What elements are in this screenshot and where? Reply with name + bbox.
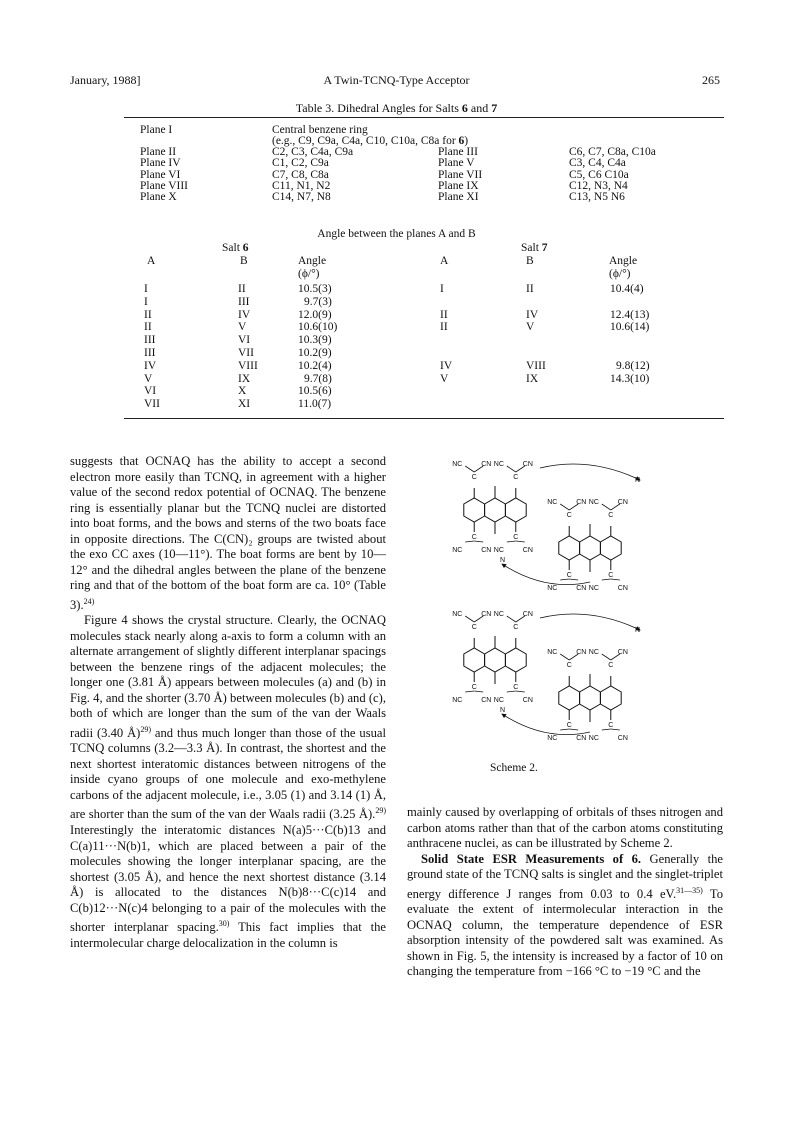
molecule-b1-top-1-c: C bbox=[608, 662, 614, 669]
molecule-b0-top-0-nc: NC bbox=[547, 499, 558, 506]
table-cell-a: VII bbox=[144, 398, 160, 411]
table-cell-a: VI bbox=[144, 385, 157, 398]
molecule-b0-bottom-1-cn: CN bbox=[617, 585, 628, 592]
table-cell-angle: 9.8(12) bbox=[616, 359, 650, 372]
molecule-a0-bottom-0-bond bbox=[465, 541, 474, 542]
plane-atoms: C1, C2, C9a bbox=[272, 157, 329, 170]
molecule-b1-ring bbox=[600, 686, 621, 710]
molecule-b0-top-0-cn: CN bbox=[576, 499, 587, 506]
col-header-b: B bbox=[526, 255, 534, 267]
table-cell-a: II bbox=[440, 308, 448, 321]
molecule-a0-bottom-1-bond bbox=[516, 541, 525, 542]
paragraph-2: Figure 4 shows the crystal structure. Clearly, the OCNAQ molecules stack nearly along a-axis to form a column with an alternate arrangement of slightly different interplanar spacings between the benzene rings of the adjacent molecules; the longer one (3.81 Å) appears between molecules (a) and (b) in Fig. 4, and the shorter (3.70 Å) between molecules (b) and (c), both of which are longer than the sum of the van der Waals radii (3.40 Å)$^{29)}$ and thus much longer than those of the usual TCNQ columns (3.2—3.3 Å). In contrast, the shortest and the next shortest interatomic distances between nitrogens of the inside cyano groups of one molecule and exo-methylene carbons of the adjacent molecule, i.e., 3.05 (1) and 3.14 (1) Å, are shorter than the sum of the van der Waals radii (3.25 Å).$^{29)}$ Interestingly the interatomic distances N(a)5···C(b)13 and C(a)11···N(b)1, which are placed between a pair of the molecules showing the longer interplanar spacing, are the shortest (3.05 Å), and hence the next shortest distance (3.14 Å) is allocated to the distances N(b)8···C(c)14 and C(b)12···N(c)4 belonging to a pair of the molecules with the shorter interplanar spacing.$^{30)}$ This fact implies that the intermolecular charge delocalization in the column is bbox=[70, 613, 386, 950]
molecule-a1-bottom-1-bond bbox=[516, 691, 525, 692]
molecule-a1-top-1-c: C bbox=[513, 624, 519, 631]
table-cell-angle: 9.7(8) bbox=[304, 372, 332, 385]
molecule-b0-top-0-c: C bbox=[566, 512, 572, 519]
molecule-a1-top-1-nc: NC bbox=[493, 611, 504, 618]
molecule-a1-top-1-bond bbox=[507, 616, 516, 622]
molecule-b1-top-1-bond bbox=[602, 654, 611, 660]
molecule-a1-top-0-c: C bbox=[471, 624, 477, 631]
molecule-a1-top-1-cn: CN bbox=[522, 611, 533, 618]
charge-transfer-arrow bbox=[540, 614, 640, 630]
col-header-unit: (ϕ/°) bbox=[609, 268, 631, 280]
molecule-a0-bottom-1-bond bbox=[507, 541, 516, 542]
col-header-angle: Angle bbox=[298, 255, 327, 267]
paragraph-1: suggests that OCNAQ has the ability to accept a second electron more easily than TCNQ, in agreement with a higher value of the second redox potential of OCNAQ. The benzene ring is essentially planar but the TCNQ nuclei are distorted into boat forms, and the bows and sterns of the two boats face in opposite directions. The C(CN)₂ groups are twisted about the exo CC axes (10—11°). The boat forms are bent by 10—12° and the dihedral angles between the plane of the benzene ring and that of the bottom of the boat form are ca. 10° (Table 3).$^{24)}$ bbox=[70, 454, 386, 612]
molecule-b0-top-1-cn: CN bbox=[617, 499, 628, 506]
running-header-title: A Twin-TCNQ-Type Acceptor bbox=[323, 73, 470, 87]
molecule-a1-top-0-bond bbox=[465, 616, 474, 622]
molecule-b0-ring bbox=[559, 536, 580, 560]
plane-name: Plane V bbox=[438, 157, 475, 170]
molecule-a0-bottom-0-c: C bbox=[471, 534, 477, 541]
plane-atoms: C7, C8, C8a bbox=[272, 168, 329, 181]
angle-heading: Angle between the planes A and B bbox=[317, 228, 476, 240]
molecule-a0-bottom-1-c: C bbox=[513, 534, 519, 541]
plane-atoms: C14, N7, N8 bbox=[272, 191, 331, 203]
molecule-a1-bottom-1-c: C bbox=[513, 684, 519, 691]
table-caption: Table 3. Dihedral Angles for Salts 6 and 7 bbox=[295, 101, 498, 115]
molecule-a0-ring bbox=[505, 498, 526, 522]
molecule-a1-ring bbox=[485, 648, 506, 672]
table-cell-b: III bbox=[238, 295, 250, 308]
molecule-b0-bottom-0-cn: CN bbox=[576, 585, 587, 592]
running-header-date: January, 1988] bbox=[70, 73, 141, 87]
molecule-a1-bottom-0-c: C bbox=[471, 684, 477, 691]
molecule-b1-bottom-0-cn: CN bbox=[576, 735, 587, 742]
plane-name: Plane III bbox=[438, 146, 478, 159]
table-cell-angle: 12.4(13) bbox=[610, 308, 650, 321]
table-cell-a: II bbox=[144, 308, 152, 321]
table-cell-b: II bbox=[238, 283, 246, 295]
molecule-b0-bottom-0-c: C bbox=[566, 572, 572, 579]
right-text-column bbox=[407, 805, 723, 980]
molecule-a0-top-1-bond bbox=[507, 466, 516, 472]
molecule-b1-ring bbox=[559, 686, 580, 710]
molecule-b0-top-1-bond bbox=[602, 504, 611, 510]
molecule-b0-bottom-1-bond bbox=[602, 579, 611, 580]
molecule-b1-top-0-bond bbox=[560, 654, 569, 660]
molecule-b0-bottom-0-nc: NC bbox=[547, 585, 558, 592]
molecule-a0-bottom-0-bond bbox=[474, 541, 483, 542]
col-header-b: B bbox=[240, 255, 248, 267]
paragraph-3: mainly caused by overlapping of orbitals of thses nitrogen and carbon atoms rather than that of the carbon atoms constituting anthracene nuclei, as can be illustrated by Scheme 2. bbox=[407, 805, 723, 850]
scheme-2-figure bbox=[440, 452, 700, 760]
page-number: 265 bbox=[702, 73, 720, 87]
table-cell-b: IV bbox=[238, 308, 251, 321]
cyano-nitrogen-label: N bbox=[635, 477, 641, 484]
cyano-nitrogen-label: N bbox=[635, 627, 641, 634]
col-header-a: A bbox=[147, 255, 156, 267]
table-cell-b: VI bbox=[238, 334, 251, 347]
molecule-a0-top-0-nc: NC bbox=[452, 461, 463, 468]
molecule-b1-bottom-1-c: C bbox=[608, 722, 614, 729]
table-cell-b: VIII bbox=[238, 359, 258, 372]
molecule-a0-bottom-1-cn: CN bbox=[522, 547, 533, 554]
molecule-a0-bottom-1-nc: NC bbox=[493, 547, 504, 554]
plane-atoms: C6, C7, C8a, C10a bbox=[569, 146, 656, 159]
molecule-b1-bottom-0-nc: NC bbox=[547, 735, 558, 742]
plane-name: Plane X bbox=[140, 191, 177, 203]
molecule-a0-top-1-cn: CN bbox=[522, 461, 533, 468]
table-cell-a: IV bbox=[440, 359, 453, 372]
plane-name: Plane VIII bbox=[140, 179, 189, 192]
cyano-nitrogen-label: N bbox=[500, 557, 506, 564]
plane-atoms: C11, N1, N2 bbox=[272, 179, 331, 192]
table-cell-angle: 10.5(3) bbox=[298, 283, 332, 295]
molecule-a0-bottom-0-cn: CN bbox=[481, 547, 492, 554]
molecule-b0-bottom-0-bond bbox=[560, 579, 569, 580]
table-cell-b: VII bbox=[238, 347, 254, 359]
table-cell-a: III bbox=[144, 347, 156, 359]
scheme-caption: Scheme 2. bbox=[490, 762, 538, 774]
plane-atoms: C12, N3, N4 bbox=[569, 179, 628, 192]
molecule-a0-ring bbox=[464, 498, 485, 522]
molecule-a1-ring bbox=[505, 648, 526, 672]
table-cell-a: II bbox=[440, 321, 448, 334]
table-cell-b: V bbox=[526, 321, 535, 334]
table-cell-angle: 9.7(3) bbox=[304, 295, 332, 308]
plane-name: Plane VII bbox=[438, 168, 483, 181]
scheme-2-drawing bbox=[440, 452, 700, 760]
table-cell-a: V bbox=[144, 372, 153, 385]
molecule-b0-bottom-1-bond bbox=[611, 579, 620, 580]
molecule-a0-ring bbox=[485, 498, 506, 522]
charge-transfer-arrow bbox=[540, 464, 640, 480]
molecule-b0-top-1-c: C bbox=[608, 512, 614, 519]
table-bottom-rule bbox=[124, 418, 724, 419]
table-cell-a: II bbox=[144, 321, 152, 334]
molecule-a1-ring bbox=[464, 648, 485, 672]
molecule-b1-bottom-1-bond bbox=[611, 729, 620, 730]
table-cell-a: V bbox=[440, 372, 449, 385]
plane-atoms: Central benzene ring bbox=[272, 124, 368, 136]
col-header-angle: Angle bbox=[609, 255, 638, 267]
molecule-b1-top-0-cn: CN bbox=[576, 649, 587, 656]
molecule-a0-top-1-c: C bbox=[513, 474, 519, 481]
molecule-b1-top-1-nc: NC bbox=[588, 649, 599, 656]
charge-transfer-arrow bbox=[502, 564, 590, 585]
table-cell-b: VIII bbox=[526, 359, 546, 372]
molecule-a1-top-0-nc: NC bbox=[452, 611, 463, 618]
molecule-b1-top-0-nc: NC bbox=[547, 649, 558, 656]
plane-name: Plane II bbox=[140, 146, 177, 159]
molecule-b1-ring bbox=[580, 686, 601, 710]
table-cell-b: IV bbox=[526, 308, 539, 321]
plane-name: Plane VI bbox=[140, 168, 181, 181]
molecule-b0-bottom-0-bond bbox=[569, 579, 578, 580]
molecule-b1-bottom-0-bond bbox=[569, 729, 578, 730]
molecule-b1-bottom-0-c: C bbox=[566, 722, 572, 729]
plane-name: Plane XI bbox=[438, 191, 479, 203]
table-cell-angle: 10.2(4) bbox=[298, 359, 332, 372]
table-cell-b: II bbox=[526, 283, 534, 295]
molecule-a0-top-0-bond bbox=[465, 466, 474, 472]
plane-atoms: C13, N5 N6 bbox=[569, 191, 625, 203]
table-cell-b: V bbox=[238, 321, 247, 334]
plane-atoms: C2, C3, C4a, C9a bbox=[272, 146, 354, 159]
table-cell-angle: 12.0(9) bbox=[298, 308, 332, 321]
molecule-b0-top-0-bond bbox=[560, 504, 569, 510]
molecule-b1-bottom-1-nc: NC bbox=[588, 735, 599, 742]
table-cell-angle: 10.3(9) bbox=[298, 334, 332, 347]
plane-atoms: C5, C6 C10a bbox=[569, 168, 629, 181]
molecule-b0-top-1-nc: NC bbox=[588, 499, 599, 506]
table-cell-angle: 10.6(10) bbox=[298, 321, 338, 334]
table-cell-a: I bbox=[440, 283, 444, 295]
charge-transfer-arrow bbox=[502, 714, 590, 735]
salt-6-label: Salt 6 bbox=[222, 242, 249, 254]
molecule-b0-bottom-1-nc: NC bbox=[588, 585, 599, 592]
molecule-b1-bottom-0-bond bbox=[560, 729, 569, 730]
molecule-a1-bottom-0-nc: NC bbox=[452, 697, 463, 704]
plane-name: Plane IX bbox=[438, 179, 479, 192]
plane-name: Plane IV bbox=[140, 157, 181, 170]
molecule-b0-ring bbox=[600, 536, 621, 560]
plane-atoms-example: (e.g., C9, C9a, C4a, C10, C10a, C8a for 6) bbox=[272, 135, 469, 147]
molecule-b1-bottom-1-bond bbox=[602, 729, 611, 730]
table-cell-b: X bbox=[238, 385, 247, 398]
table-cell-a: III bbox=[144, 334, 156, 347]
molecule-a0-top-0-c: C bbox=[471, 474, 477, 481]
molecule-a0-bottom-0-nc: NC bbox=[452, 547, 463, 554]
molecule-b1-top-1-cn: CN bbox=[617, 649, 628, 656]
molecule-b0-ring bbox=[580, 536, 601, 560]
table-cell-angle: 10.6(14) bbox=[610, 321, 650, 334]
molecule-a1-top-0-cn: CN bbox=[481, 611, 492, 618]
col-header-unit: (ϕ/°) bbox=[298, 268, 320, 280]
table-cell-b: IX bbox=[526, 372, 539, 385]
table-cell-angle: 14.3(10) bbox=[610, 372, 650, 385]
table-cell-angle: 10.5(6) bbox=[298, 385, 332, 398]
salt-7-label: Salt 7 bbox=[521, 242, 548, 254]
table-cell-a: I bbox=[144, 295, 148, 308]
paragraph-4: Solid State ESR Measurements of 6. Generally the ground state of the TCNQ salts is singlet and the singlet-triplet energy difference J ranges from 0.03 to 0.4 eV.$^{31—35)}$ To evaluate the extent of intermolecular interaction in the OCNAQ column, the temperature dependence of ESR absorption intensity of the powdered salt was examined. As shown in Fig. 5, the intensity is increased by a factor of 10 on changing the temperature from −166 °C to −19 °C and the bbox=[407, 851, 723, 979]
table-cell-angle: 11.0(7) bbox=[298, 398, 332, 411]
table-cell-angle: 10.2(9) bbox=[298, 347, 332, 359]
molecule-a1-bottom-1-cn: CN bbox=[522, 697, 533, 704]
table-cell-b: XI bbox=[238, 398, 251, 411]
molecule-a1-bottom-0-cn: CN bbox=[481, 697, 492, 704]
molecule-a1-bottom-0-bond bbox=[465, 691, 474, 692]
plane-atoms: C3, C4, C4a bbox=[569, 157, 626, 170]
table-cell-b: IX bbox=[238, 372, 251, 385]
plane-name: Plane I bbox=[140, 124, 173, 136]
molecule-a1-bottom-0-bond bbox=[474, 691, 483, 692]
molecule-b1-top-0-c: C bbox=[566, 662, 572, 669]
molecule-b1-bottom-1-cn: CN bbox=[617, 735, 628, 742]
col-header-a: A bbox=[440, 255, 449, 267]
molecule-a1-bottom-1-bond bbox=[507, 691, 516, 692]
cyano-nitrogen-label: N bbox=[500, 707, 506, 714]
molecule-a0-top-1-nc: NC bbox=[493, 461, 504, 468]
table-cell-a: IV bbox=[144, 359, 157, 372]
left-text-column bbox=[70, 454, 386, 951]
table-cell-angle: 10.4(4) bbox=[610, 283, 644, 295]
table-top-rule bbox=[124, 117, 724, 118]
molecule-a0-top-0-cn: CN bbox=[481, 461, 492, 468]
table-cell-a: I bbox=[144, 283, 148, 295]
molecule-b0-bottom-1-c: C bbox=[608, 572, 614, 579]
molecule-a1-bottom-1-nc: NC bbox=[493, 697, 504, 704]
